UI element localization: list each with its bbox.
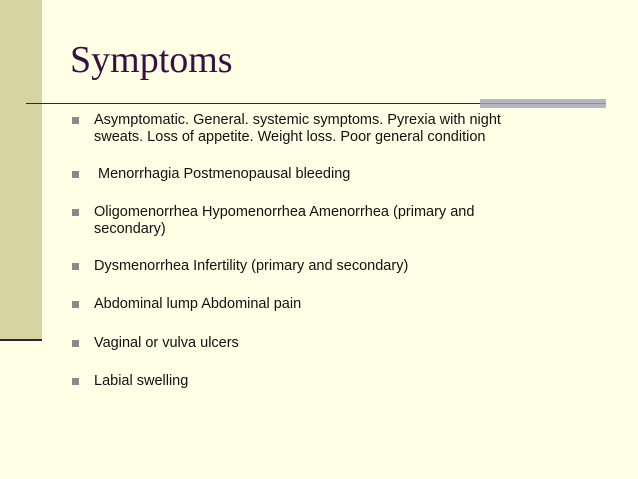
list-item [72, 373, 542, 390]
list-item-text: Oligomenorrhea Hypomenorrhea Amenorrhea (primary and secondary) [94, 204, 475, 237]
title-underline [26, 103, 480, 104]
list-item [72, 166, 542, 183]
list-item-text: Dysmenorrhea Infertility (primary and secondary) [94, 258, 409, 274]
square-bullet-icon [72, 301, 79, 308]
list-item-text: Vaginal or vulva ulcers [94, 335, 239, 351]
square-bullet-icon [72, 171, 79, 178]
left-accent-line [0, 339, 42, 341]
list-item [72, 112, 542, 146]
list-item [72, 296, 542, 313]
square-bullet-icon [72, 209, 79, 216]
square-bullet-icon [72, 117, 79, 124]
list-item-text: Abdominal lump Abdominal pain [94, 296, 302, 312]
list-item-text: Labial swelling [94, 373, 189, 389]
list-item-text: Menorrhagia Postmenopausal bleeding [94, 166, 351, 182]
list-item [72, 204, 542, 238]
square-bullet-icon [72, 378, 79, 385]
list-item [72, 258, 542, 275]
list-item-text: Asymptomatic. General. systemic symptoms. Pyrexia with night sweats. Loss of appetite. Weight loss. Poor general condition [94, 112, 501, 145]
square-bullet-icon [72, 263, 79, 270]
title-accent-bar-line [480, 103, 606, 104]
square-bullet-icon [72, 340, 79, 347]
list-item [72, 335, 542, 352]
left-accent-band [0, 0, 42, 340]
slide-title: Symptoms [70, 39, 233, 81]
